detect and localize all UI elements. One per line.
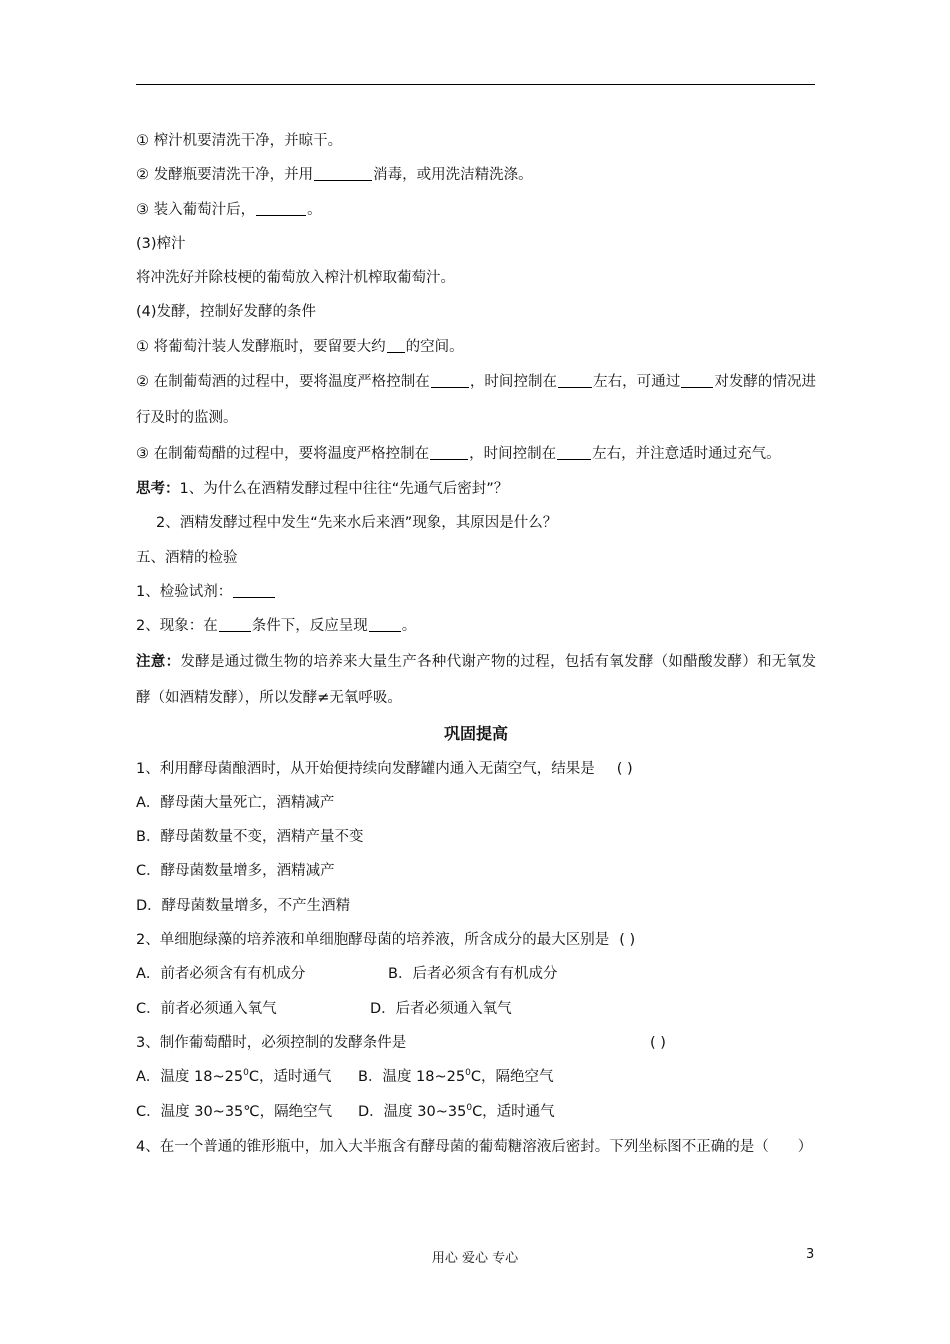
header-rule	[136, 84, 815, 85]
option[interactable]: B．后者必须含有有机成分	[388, 966, 558, 983]
text-line: ② 发酵瓶要清洗干净，并用 消毒，或用洗洁精洗涤。	[136, 167, 533, 184]
fill-blank[interactable]	[681, 373, 713, 388]
page-footer: 用心 爱心 专心	[431, 1251, 519, 1266]
text-line: ① 榨汁机要清洗干净，并晾干。	[136, 133, 343, 149]
question-1: 1、利用酵母菌酿酒时，从开始便持续向发酵罐内通入无菌空气，结果是 ( )	[136, 760, 633, 777]
fill-blank[interactable]	[558, 373, 592, 388]
fill-blank[interactable]	[387, 338, 405, 353]
subheading: (4)发酵，控制好发酵的条件	[136, 304, 317, 321]
option[interactable]: D．酵母菌数量增多，不产生酒精	[136, 897, 351, 914]
question-3: 3、制作葡萄醋时，必须控制的发酵条件是 ( )	[136, 1034, 666, 1051]
option-row	[136, 1060, 816, 1094]
option[interactable]: C．前者必须通入氧气	[136, 1000, 277, 1017]
paragraph: ② 在制葡萄酒的过程中，要将温度严格控制在 ，时间控制在 左右，可通过 对发酵的情况进行及时的监测。	[136, 374, 817, 427]
option[interactable]: A．温度 $18\sim 25^0C$，适时通气	[136, 1068, 332, 1086]
fill-blank[interactable]	[369, 617, 401, 632]
option[interactable]: A．酵母菌大量死亡，酒精减产	[136, 794, 335, 811]
question-4: 4、在一个普通的锥形瓶中，加入大半瓶含有酵母菌的葡萄糖溶液后密封。下列坐标图不正确的是（ ）	[136, 1138, 813, 1155]
subheading: (3)榨汁	[136, 235, 186, 252]
option[interactable]: A．前者必须含有有机成分	[136, 966, 306, 983]
text-line: 2、现象：在 条件下，反应呈现 。	[136, 618, 417, 635]
paragraph: ③ 在制葡萄醋的过程中，要将温度严格控制在 ，时间控制在 左右，并注意适时通过充气。	[136, 446, 781, 463]
fill-blank[interactable]	[430, 445, 468, 460]
section-title: 巩固提高	[443, 723, 508, 743]
option[interactable]: C．温度 30~35℃，隔绝空气	[136, 1103, 333, 1120]
text-line: ① 将葡萄汁装人发酵瓶时，要留要大约 的空间。	[136, 338, 464, 355]
fill-blank[interactable]	[219, 617, 251, 632]
text-line: 1、检验试剂：	[136, 575, 816, 609]
think-line: 2、酒精发酵过程中发生“先来水后来酒”现象，其原因是什么？	[156, 515, 558, 532]
note-label: 注意：	[136, 653, 181, 670]
think-label: 思考：	[136, 481, 180, 498]
page-number: 3	[806, 1247, 815, 1262]
page-content	[136, 124, 816, 1165]
option[interactable]: D．后者必须通入氧气	[370, 1000, 512, 1017]
think-line: 思考：1、为什么在酒精发酵过程中往往“先通气后密封”？	[136, 481, 509, 498]
option-row	[136, 1095, 816, 1129]
question-2: 2、单细胞绿藻的培养液和单细胞酵母菌的培养液，所含成分的最大区别是 ( )	[136, 932, 636, 949]
fill-blank[interactable]	[431, 373, 469, 388]
option-row	[136, 992, 816, 1026]
option[interactable]: D．温度 $30\sim 35^0C$，适时通气	[358, 1102, 555, 1120]
text-line: ③ 装入葡萄汁后， 。	[136, 201, 322, 218]
option[interactable]: B．温度 $18\sim 25^0C$，隔绝空气	[358, 1068, 554, 1086]
fill-blank[interactable]	[256, 201, 306, 216]
fill-blank[interactable]	[233, 583, 275, 598]
text-line: 将冲洗好并除枝梗的葡萄放入榨汁机榨取葡萄汁。	[136, 270, 455, 287]
fill-blank[interactable]	[557, 445, 591, 460]
option[interactable]: C．酵母菌数量增多，酒精减产	[136, 863, 335, 880]
fill-blank[interactable]	[314, 166, 372, 181]
note-paragraph: 注意：发酵是通过微生物的培养来大量生产各种代谢产物的过程，包括有氧发酵（如醋酸发酵）和无氧发酵（如酒精发酵），所以发酵≠无氧呼吸。	[136, 653, 817, 706]
option[interactable]: B．酵母菌数量不变，酒精产量不变	[136, 829, 364, 846]
option-row	[136, 957, 816, 991]
section-heading: 五、酒精的检验	[136, 549, 238, 566]
